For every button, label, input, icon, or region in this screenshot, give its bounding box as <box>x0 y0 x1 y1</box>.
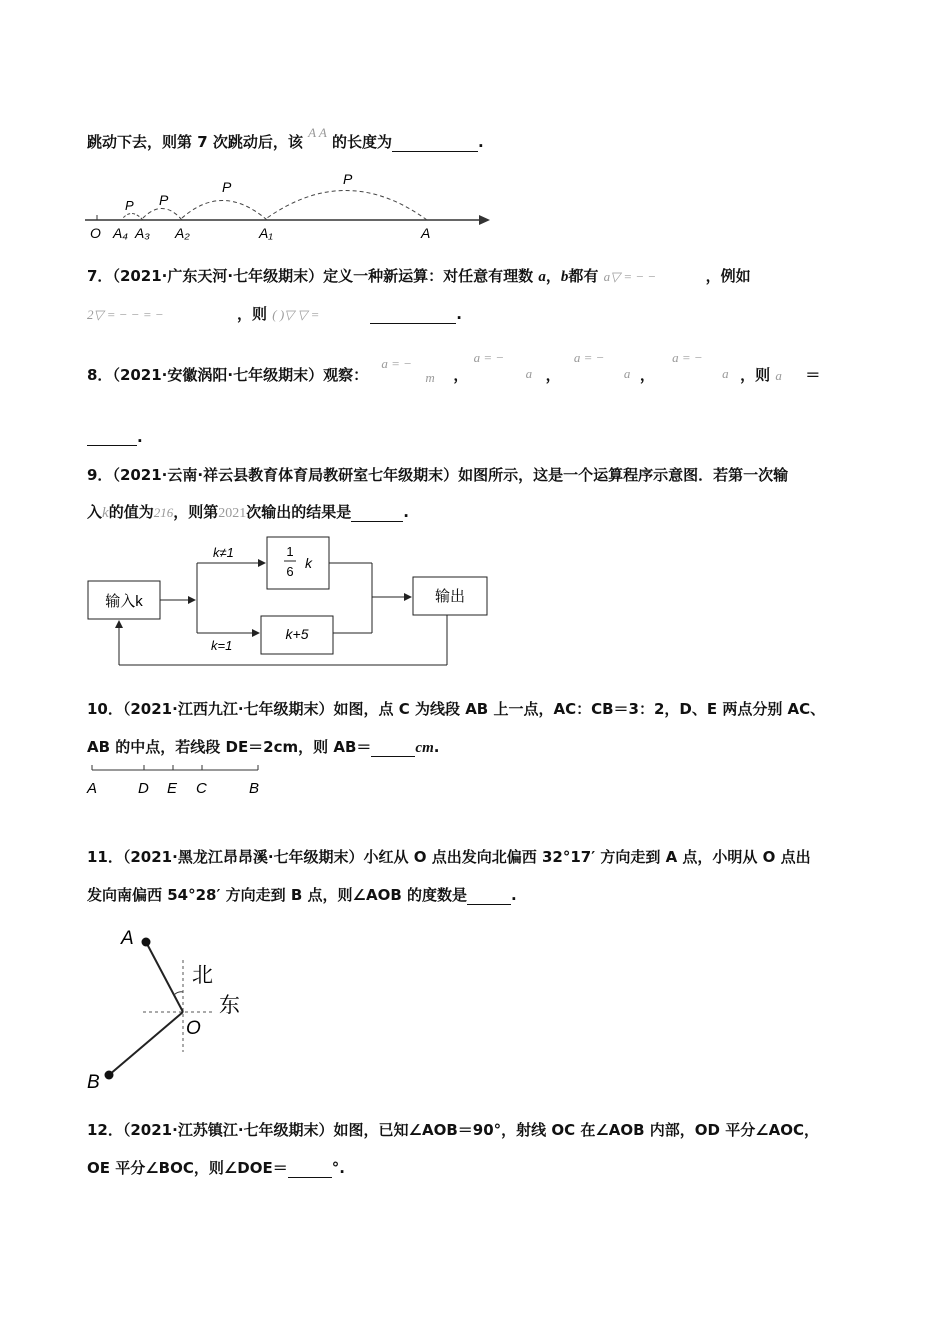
svg-text:1: 1 <box>286 544 294 559</box>
label-A: A <box>121 928 134 949</box>
jump-arc-2 <box>182 200 267 220</box>
q7-example: 2▽ = − − = − <box>87 307 164 322</box>
label-B: B <box>87 1072 100 1093</box>
point-label-O: O <box>90 225 101 241</box>
q10-line1: 10．（2021·江西九江·七年级期末）如图，点 C 为线段 AB 上一点，AC：CB＝3：2，D、E 两点分别 AC、 <box>87 700 826 718</box>
q10-line2: AB 的中点，若线段 DE＝2cm，则 AB＝ cm. <box>87 738 440 756</box>
q11-line1: 11．（2021·黑龙江昂昂溪·七年级期末）小红从 O 点出发向北偏西 32°17′ 方向走到 A 点，小明从 O 点出 <box>87 848 811 866</box>
svg-text:6: 6 <box>286 564 294 579</box>
q9-answer-blank[interactable] <box>351 507 403 522</box>
compass-figure <box>85 922 260 1094</box>
q7-line1: 7．（2021·广东天河·七年级期末）定义一种新运算：对任意有理数 a，b都有 a▽ = − − ，例如 <box>87 267 751 285</box>
point-label-B: B <box>249 780 260 797</box>
q10-answer-blank[interactable] <box>371 742 415 757</box>
question-number: 7． <box>87 267 113 285</box>
jump-arc-1 <box>267 190 427 220</box>
angle-mark <box>174 992 183 995</box>
label-O: O <box>186 1018 201 1039</box>
q6-text: 跳动下去，则第 7 次跳动后，该 <box>87 133 303 151</box>
q12-line2: OE 平分∠BOC，则∠DOE＝ °. <box>87 1159 345 1177</box>
question-number: 10． <box>87 700 123 718</box>
axis-arrow <box>479 215 490 225</box>
q7-line2: 2▽ = − − = − ，则 ( )▽ ▽ = . <box>87 305 462 323</box>
jump-figure <box>85 168 495 246</box>
q9-line2: 入k的值为216，则第2021次输出的结果是 . <box>87 503 409 521</box>
q8-formula-2: a = − a <box>473 349 533 381</box>
label-north: 北 <box>192 964 213 987</box>
point-label-A: A <box>87 780 98 797</box>
label-east: 东 <box>219 994 240 1017</box>
q11-answer-blank[interactable] <box>467 890 511 905</box>
q8-line: 8．（2021·安徽涡阳·七年级期末）观察： a = − m ， a = − a ， a = − a ， a = − a ，则 a ＝ <box>87 349 821 385</box>
svg-text:输出: 输出 <box>434 588 466 605</box>
point-label-D: D <box>138 780 149 797</box>
q12-line1: 12．（2021·江苏镇江·七年级期末）如图，已知∠AOB＝90°，射线 OC 在∠AOB 内部，OD 平分∠AOC， <box>87 1121 820 1139</box>
q8-formula-4: a = − a <box>672 349 729 381</box>
q9-line1: 9．（2021·云南·祥云县教育体育局教研室七年级期末）如图所示，这是一个运算程序示意图．若第一次输 <box>87 466 789 484</box>
question-number: 11． <box>87 848 123 866</box>
condition-top: k≠1 <box>213 545 234 560</box>
question-number: 8． <box>87 366 113 384</box>
p-label: P <box>159 192 169 208</box>
point-A-dot <box>142 938 151 947</box>
segment-figure <box>85 762 270 798</box>
flowchart-figure <box>85 533 495 668</box>
point-B-dot <box>105 1071 114 1080</box>
ray-OB <box>109 1012 183 1075</box>
svg-text:k: k <box>305 555 312 571</box>
q8-target: a <box>775 368 782 383</box>
point-label-A4: A₄ <box>113 225 128 241</box>
q6-segment-label: A A <box>308 125 327 140</box>
question-number: 12． <box>87 1121 123 1139</box>
svg-text:输入k: 输入k <box>105 593 143 610</box>
q8-answer-line: . <box>87 428 143 446</box>
point-label-A1: A₁ <box>259 225 273 241</box>
q11-line2: 发向南偏西 54°28′ 方向走到 B 点，则∠AOB 的度数是 . <box>87 886 517 904</box>
q6-tail-line: 跳动下去，则第 7 次跳动后，该 A A 的长度为 . <box>87 125 484 151</box>
q7-expression: ( )▽ ▽ = <box>272 307 320 322</box>
q8-formula-3: a = − a <box>573 349 631 381</box>
q8-answer-blank[interactable] <box>87 431 137 446</box>
point-label-A: A <box>421 225 431 241</box>
svg-text:k+5: k+5 <box>285 626 309 642</box>
q7-formula: a▽ = − − <box>603 269 657 284</box>
q12-answer-blank[interactable] <box>288 1163 332 1178</box>
p-label: P <box>343 171 353 187</box>
question-number: 9． <box>87 466 113 484</box>
jump-arc-4 <box>123 213 143 220</box>
p-label: P <box>125 198 134 213</box>
q7-answer-blank[interactable] <box>370 309 456 324</box>
ray-OA <box>146 942 183 1012</box>
point-label-A2: A₂ <box>175 225 190 241</box>
point-label-E: E <box>167 780 178 797</box>
q6-text-after: 的长度为 <box>332 133 393 151</box>
q6-answer-blank[interactable] <box>392 137 478 152</box>
q8-formula-1: a = − m <box>381 355 435 385</box>
point-label-A3: A₃ <box>135 225 150 241</box>
op-box-divide <box>267 537 329 589</box>
p-label: P <box>222 179 232 195</box>
point-label-C: C <box>196 780 207 797</box>
condition-bottom: k=1 <box>211 638 233 653</box>
jump-arc-3 <box>143 208 182 220</box>
